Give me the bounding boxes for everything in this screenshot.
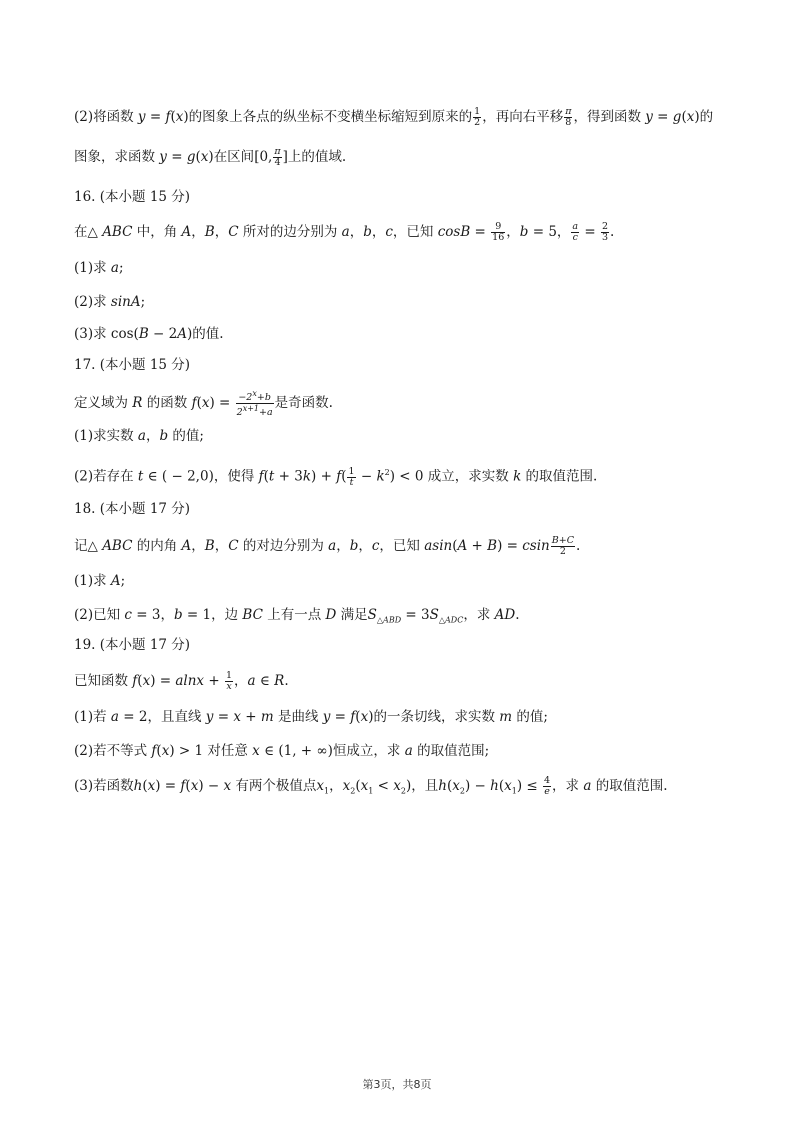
q19-sub3: (3)若函数h(x) = f(x) − x 有两个极值点$x_1$，$x_2(x_1 < x_2)$，且$h(x_2) - h(x_1)$ ≤ $\frac{4}{e}$ ，求 a 的取值范围. — [74, 775, 668, 797]
q15-part2-line2: 图象，求函数 y = g(x)在区间[0, $\frac{\pi}{4}$ ]上的值域. — [74, 146, 347, 168]
page-footer: 第3页，共8页 — [362, 1078, 432, 1091]
q15-part2-line1: (2)将函数 y = f(x)的图象上各点的纵坐标不变横坐标缩短到原来的 $\frac{1}{2}$ ，再向右平移 $\frac{\pi}{8}$ ，得到函数 y = g(x)的 — [74, 106, 714, 128]
q17-sub2: (2)若存在 t ∈ ( − 2,0)，使得 f(t + 3k) + f( $\frac{1}{t}$ − $k^2) < 0$ 成立，求实数 k 的取值范围. — [74, 465, 598, 488]
q16-header: 16. (本小题 15 分) — [74, 189, 191, 205]
q17-header: 17. (本小题 15 分) — [74, 357, 191, 373]
q16-stem: 在△ ABC 中，角 A，B，C 所对的边分别为 a，b，c，已知 cosB = $\frac{9}{16}$ ，b = 5， $\frac{a}{c}$ = $\frac{2}{3}$ . — [74, 221, 615, 243]
q17-sub1: (1)求实数 a，b 的值; — [74, 428, 204, 444]
q19-sub2: (2)若不等式 f(x) > 1 对任意 x ∈ (1, + ∞)恒成立，求 a 的取值范围; — [74, 743, 490, 759]
q16-sub1: (1)求 a; — [74, 260, 124, 276]
q18-stem: 记△ ABC 的内角 A，B，C 的对边分别为 a，b，c，已知 asin(A + B) = csin $\frac{B+C}{2}$ . — [74, 535, 581, 557]
q17-stem: 定义域为 R 的函数 f(x) = $\frac{-2^x+b}{2^{x+1}+a}$ 是奇函数. — [74, 389, 333, 419]
q19-stem: 已知函数 f(x) = alnx + $\frac{1}{x}$ ，a ∈ R. — [74, 670, 289, 692]
q18-sub2: (2)已知 c = 3，b = 1，边 BC 上有一点 D 满足$S_{\triangle ABD} = 3S_{\triangle ADC}$，求 AD. — [74, 607, 520, 625]
q16-sub3: (3)求 cos(B − 2A)的值. — [74, 326, 224, 342]
q18-header: 18. (本小题 17 分) — [74, 501, 191, 517]
q16-sub2: (2)求 sinA; — [74, 294, 146, 310]
q18-sub1: (1)求 A; — [74, 573, 126, 589]
q19-header: 19. (本小题 17 分) — [74, 637, 191, 653]
q19-sub1: (1)若 a = 2，且直线 y = x + m 是曲线 y = f(x)的一条切线，求实数 m 的值; — [74, 709, 548, 725]
